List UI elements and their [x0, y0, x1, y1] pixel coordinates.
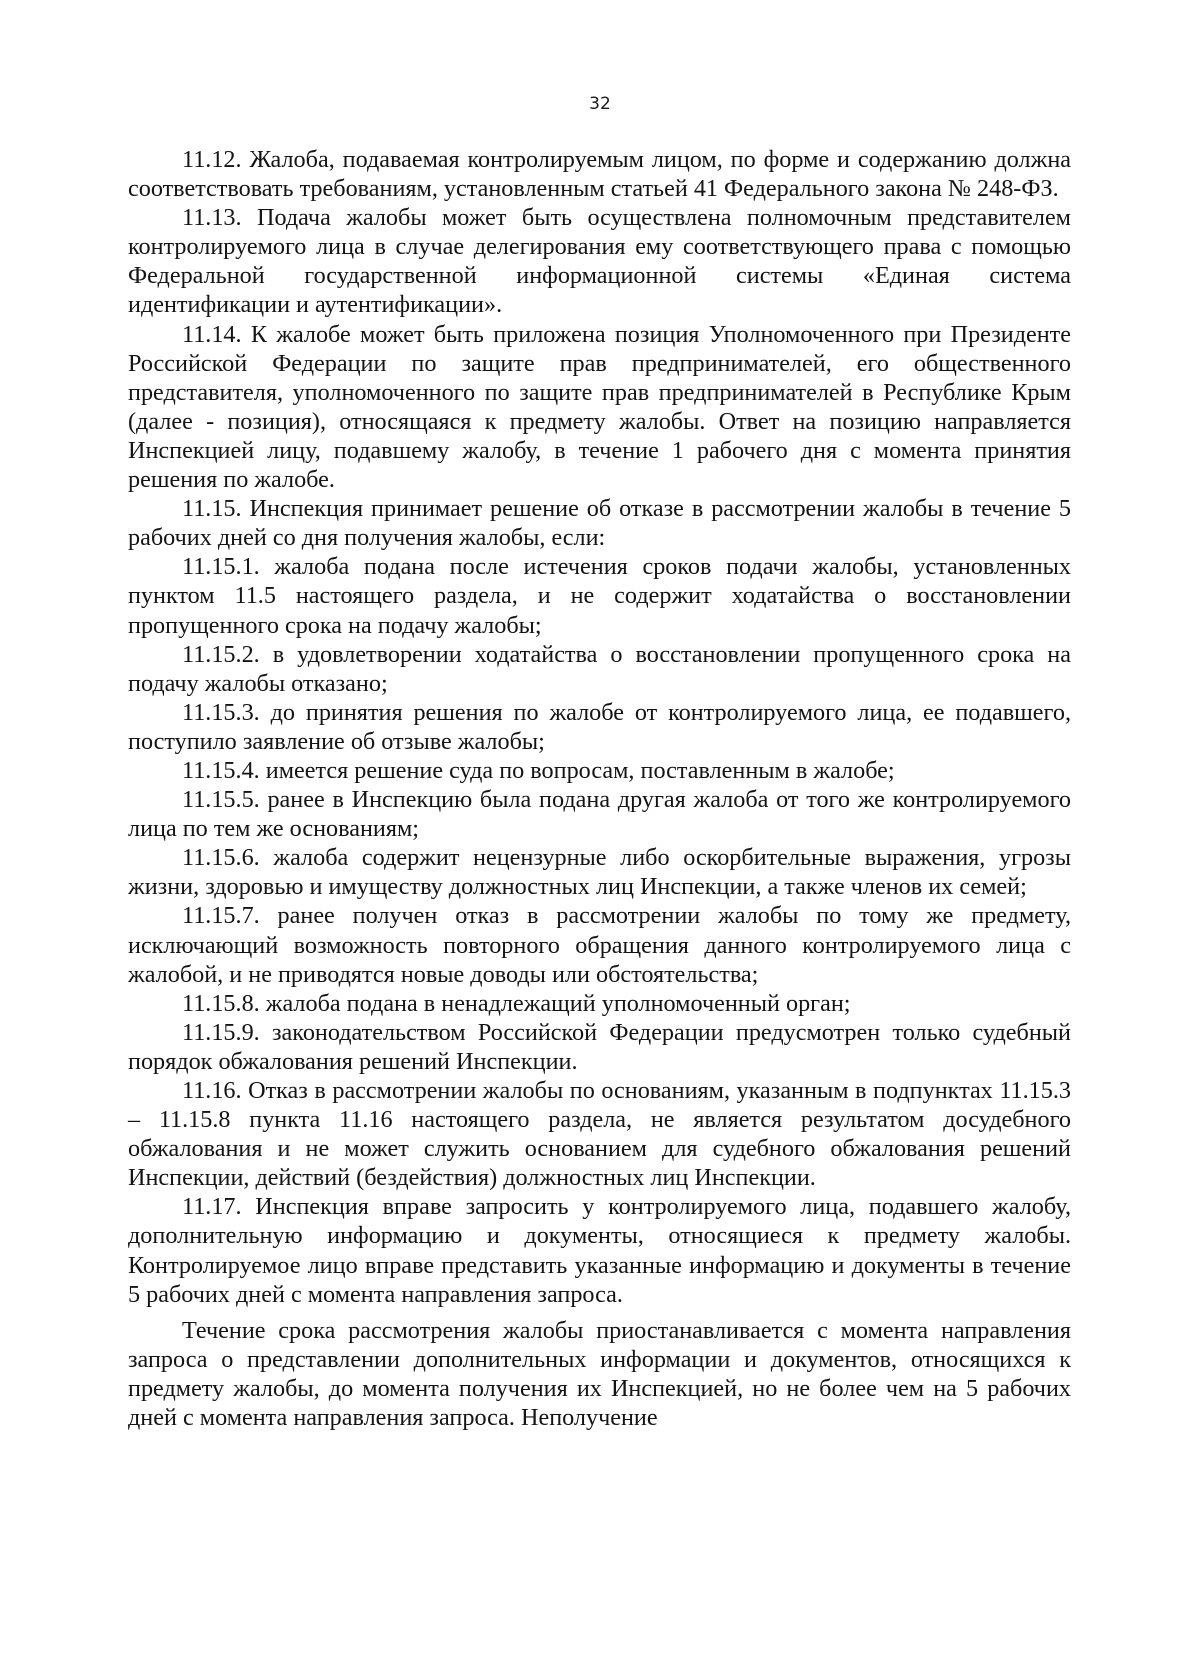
paragraph-11-14: 11.14. К жалобе может быть приложена позиция Уполномоченного при Президенте Российской Федерации по защите прав предпринимателей, его общественного представителя, уполномоченного по защите прав предпринимателей в Республике Крым (далее - позиция), относящаяся к предмету жалобы. Ответ на позицию направляется Инспекцией лицу, подавшему жалобу, в течение 1 рабочего дня с момента принятия решения по жалобе.	[128, 320, 1071, 494]
paragraph-11-15-4: 11.15.4. имеется решение суда по вопросам, поставленным в жалобе;	[182, 756, 895, 784]
paragraph-11-15-5: 11.15.5. ранее в Инспекцию была подана другая жалоба от того же контролируемого лица по тем же основаниям;	[128, 786, 1071, 843]
paragraph-11-15-1: 11.15.1. жалоба подана после истечения сроков подачи жалобы, установленных пунктом 11.5 настоящего раздела, и не содержит ходатайства о восстановлении пропущенного срока на подачу жалобы;	[128, 553, 1071, 639]
paragraph-11-12: 11.12. Жалоба, подаваемая контролируемым лицом, по форме и содержанию должна соответствовать требованиям, установленным статьей 41 Федерального закона № 248-ФЗ.	[128, 146, 1071, 203]
paragraph-11-15-7: 11.15.7. ранее получен отказ в рассмотрении жалобы по тому же предмету, исключающий возможность повторного обращения данного контролируемого лица с жалобой, и не приводятся новые доводы или обстоятельства;	[128, 902, 1071, 988]
paragraph-11-16: 11.16. Отказ в рассмотрении жалобы по основаниям, указанным в подпунктах 11.15.3 – 11.15.8 пункта 11.16 настоящего раздела, не является результатом досудебного обжалования и не может служить основанием для судебного обжалования решений Инспекции, действий (бездействия) должностных лиц Инспекции.	[128, 1077, 1071, 1192]
paragraph-11-15-2: 11.15.2. в удовлетворении ходатайства о восстановлении пропущенного срока на подачу жалобы отказано;	[128, 640, 1071, 697]
paragraph-11-13: 11.13. Подача жалобы может быть осуществлена полномочным представителем контролируемого лица в случае делегирования ему соответствующего права с помощью Федеральной государственной информационной системы «Единая система идентификации и аутентификации».	[128, 204, 1071, 319]
page-number: 32	[589, 94, 611, 114]
paragraph-11-15-6: 11.15.6. жалоба содержит нецензурные либо оскорбительные выражения, угрозы жизни, здоровью и имуществу должностных лиц Инспекции, а также членов их семей;	[128, 844, 1071, 901]
paragraph-11-17: 11.17. Инспекция вправе запросить у контролируемого лица, подавшего жалобу, дополнительную информацию и документы, относящиеся к предмету жалобы. Контролируемое лицо вправе представить указанные информацию и документы в течение 5 рабочих дней с момента направления запроса.	[128, 1193, 1071, 1308]
paragraph-11-15-9: 11.15.9. законодательством Российской Федерации предусмотрен только судебный порядок обжалования решений Инспекции.	[128, 1018, 1071, 1075]
paragraph-11-15-3: 11.15.3. до принятия решения по жалобе от контролируемого лица, ее подавшего, поступило заявление об отзыве жалобы;	[128, 698, 1071, 755]
paragraph-suspension-term: Течение срока рассмотрения жалобы приостанавливается с момента направления запроса о представлении дополнительных информации и документов, относящихся к предмету жалобы, до момента получения их Инспекцией, но не более чем на 5 рабочих дней с момента направления запроса. Неполучение	[128, 1316, 1071, 1432]
paragraph-11-15: 11.15. Инспекция принимает решение об отказе в рассмотрении жалобы в течение 5 рабочих дней со дня получения жалобы, если:	[128, 495, 1071, 552]
paragraph-11-15-8: 11.15.8. жалоба подана в ненадлежащий уполномоченный орган;	[182, 989, 851, 1017]
document-body	[128, 145, 1071, 1432]
